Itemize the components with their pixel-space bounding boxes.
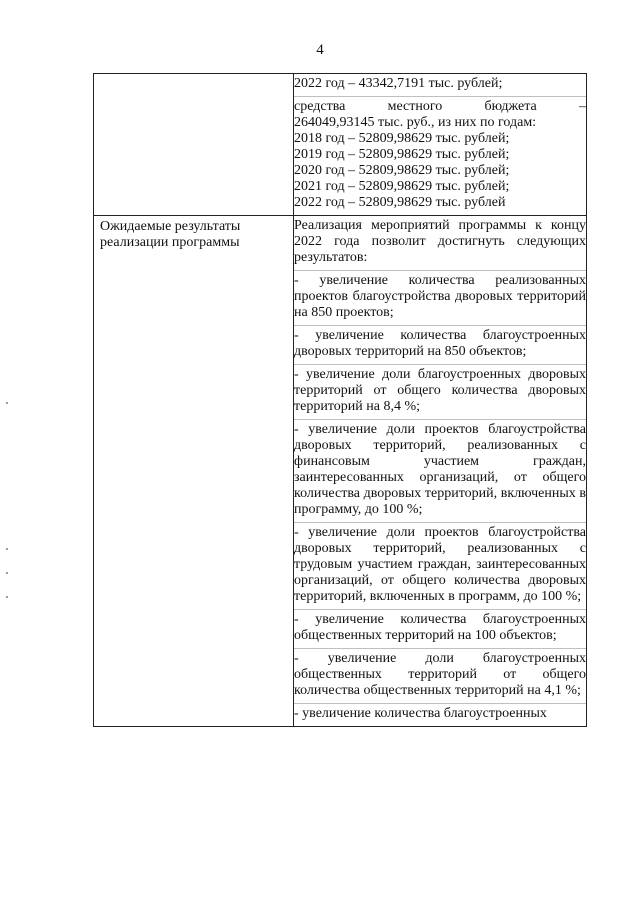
result-item: - увеличение количества благоустроенных <box>294 703 586 726</box>
results-label: Ожидаемые результаты реализации программы <box>100 219 241 250</box>
result-item: - увеличение доли благоустроенных дворовых территорий от общего количества дворовых территорий на 8,4 %; <box>294 364 586 419</box>
funding-line: 2021 год – 52809,98629 тыс. рублей; <box>294 179 510 194</box>
result-item: - увеличение доли благоустроенных общественных территорий от общего количества общественных территорий на 4,1 %; <box>294 648 586 703</box>
funding-line: 2022 год – 52809,98629 тыс. рублей <box>294 195 506 210</box>
funding-line: 2018 год – 52809,98629 тыс. рублей; <box>294 131 510 146</box>
result-item: - увеличение доли проектов благоустройства дворовых территорий, реализованных с финансовым участием граждан, заинтересованных организаций, от общего количества дворовых территорий, включенных в программу, до 100 %; <box>294 419 586 522</box>
result-item: - увеличение количества реализованных проектов благоустройства дворовых территорий на 850 проектов; <box>294 270 586 325</box>
funding-line: 264049,93145 тыс. руб., из них по годам: <box>294 115 537 130</box>
scan-speck <box>6 596 8 598</box>
funding-line: 2019 год – 52809,98629 тыс. рублей; <box>294 147 510 162</box>
result-item: - увеличение доли проектов благоустройства дворовых территорий, реализованных с трудовым участием граждан, заинтересованных организаций, от общего количества дворовых территорий, включенных в программ, до 100 %; <box>294 522 586 609</box>
funding-label-cell <box>94 74 294 216</box>
results-intro: Реализация мероприятий программы к концу 2022 года позволит достигнуть следующих результатов: <box>294 218 586 265</box>
funding-line: 2020 год – 52809,98629 тыс. рублей; <box>294 163 510 178</box>
funding-row <box>94 74 587 216</box>
program-passport-table <box>93 73 587 727</box>
funding-line: 2022 год – 43342,7191 тыс. рублей; <box>294 76 503 91</box>
page-number: 4 <box>316 42 324 58</box>
scan-speck <box>6 548 8 550</box>
funding-value-cell <box>294 74 587 216</box>
results-value-cell <box>294 216 587 727</box>
results-row <box>94 216 587 727</box>
local-budget-block <box>294 96 586 215</box>
result-item: - увеличение количества благоустроенных дворовых территорий на 850 объектов; <box>294 325 586 364</box>
result-item: - увеличение количества благоустроенных общественных территорий на 100 объектов; <box>294 609 586 648</box>
results-label-cell <box>94 216 294 727</box>
local-budget-heading: средства местного бюджета – <box>294 99 586 114</box>
funding-text-block <box>294 74 586 96</box>
scan-speck <box>6 572 8 574</box>
scan-speck <box>6 402 8 404</box>
